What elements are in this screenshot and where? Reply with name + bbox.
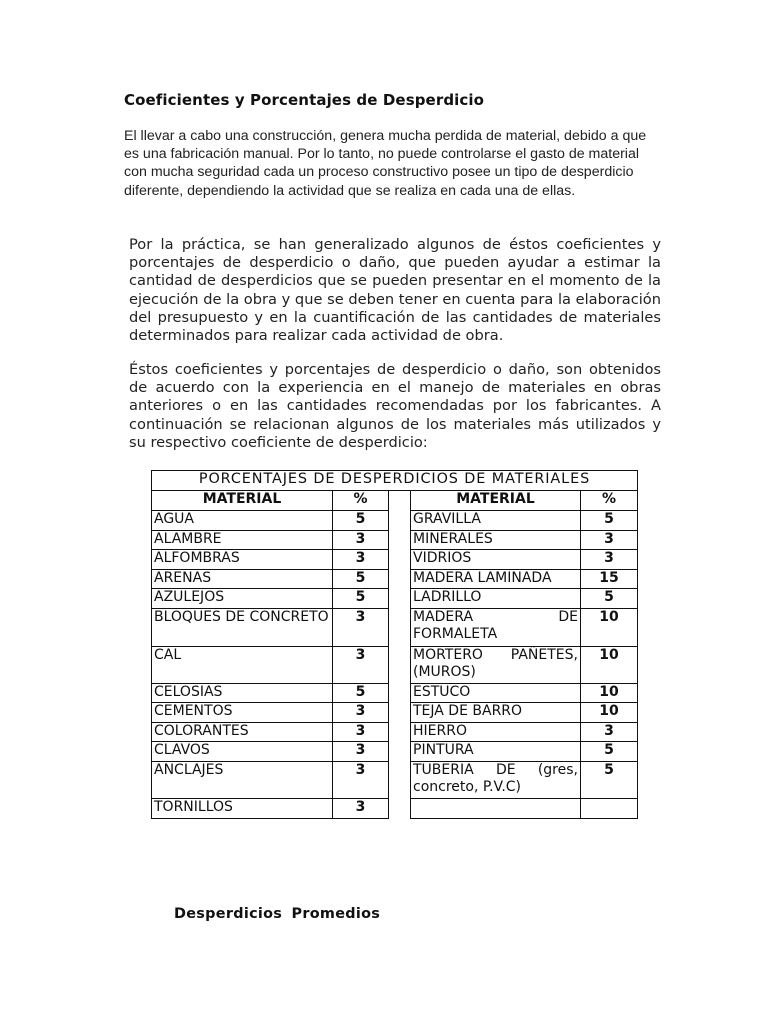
material-cell: COLORANTES xyxy=(152,722,333,742)
column-gap xyxy=(389,722,411,742)
material-cell: CELOSIAS xyxy=(152,683,333,703)
percent-cell: 3 xyxy=(333,550,389,570)
percent-cell: 3 xyxy=(333,722,389,742)
percent-cell: 5 xyxy=(333,683,389,703)
material-cell: TEJA DE BARRO xyxy=(411,703,581,723)
table-row xyxy=(152,511,638,531)
percent-cell: 3 xyxy=(333,798,389,818)
table-row xyxy=(152,530,638,550)
page-title: Coeficientes y Porcentajes de Desperdicio xyxy=(124,91,485,109)
intro-paragraph: El llevar a cabo una construcción, genera mucha perdida de material, debido a que es una fabricación manual. Por lo tanto, no puede controlarse el gasto de material con mucha seguridad cada un proceso constructivo posee un tipo de desperdicio diferente, dependiendo la actividad que se realiza en cada una de ellas. xyxy=(124,128,647,199)
percent-cell: 10 xyxy=(581,703,638,723)
column-gap xyxy=(389,646,411,683)
percent-cell: 15 xyxy=(581,569,638,589)
table-row xyxy=(152,703,638,723)
percent-cell: 3 xyxy=(333,646,389,683)
column-gap xyxy=(389,569,411,589)
material-cell: AGUA xyxy=(152,511,333,531)
column-gap xyxy=(389,703,411,723)
percent-cell: 3 xyxy=(333,608,389,646)
percent-cell: 5 xyxy=(581,511,638,531)
material-cell: MINERALES xyxy=(411,530,581,550)
material-cell: AZULEJOS xyxy=(152,589,333,609)
column-gap xyxy=(389,550,411,570)
column-gap xyxy=(389,511,411,531)
table-row xyxy=(152,761,638,798)
material-cell: MADERA LAMINADA xyxy=(411,569,581,589)
percent-cell: 3 xyxy=(333,703,389,723)
column-gap xyxy=(389,683,411,703)
material-cell: GRAVILLA xyxy=(411,511,581,531)
table-row xyxy=(152,722,638,742)
percent-cell: 5 xyxy=(333,511,389,531)
table-row xyxy=(152,683,638,703)
percent-cell: 3 xyxy=(333,742,389,762)
material-cell: ALFOMBRAS xyxy=(152,550,333,570)
material-cell: VIDRIOS xyxy=(411,550,581,570)
percent-cell: 3 xyxy=(581,530,638,550)
column-header-percent: % xyxy=(333,491,389,511)
column-gap xyxy=(389,530,411,550)
material-cell: BLOQUES DE CONCRETO xyxy=(152,608,333,646)
material-cell: CEMENTOS xyxy=(152,703,333,723)
column-gap xyxy=(389,608,411,646)
column-gap xyxy=(389,742,411,762)
percent-cell: 5 xyxy=(581,761,638,798)
material-cell: PINTURA xyxy=(411,742,581,762)
material-cell: CAL xyxy=(152,646,333,683)
table-row xyxy=(152,798,638,818)
material-cell: ESTUCO xyxy=(411,683,581,703)
table-row xyxy=(152,742,638,762)
table-row xyxy=(152,569,638,589)
table-title: PORCENTAJES DE DESPERDICIOS DE MATERIALES xyxy=(152,471,638,491)
table-row xyxy=(152,646,638,683)
column-gap xyxy=(389,761,411,798)
percent-cell: 5 xyxy=(333,569,389,589)
material-cell: CLAVOS xyxy=(152,742,333,762)
percent-cell xyxy=(581,798,638,818)
percent-cell: 3 xyxy=(333,530,389,550)
material-cell: ALAMBRE xyxy=(152,530,333,550)
percent-cell: 5 xyxy=(581,742,638,762)
column-header-material: MATERIAL xyxy=(411,491,581,511)
material-cell: MADERA DE FORMALETA xyxy=(411,608,581,646)
material-cell: TUBERIA DE (gres, concreto, P.V.C) xyxy=(411,761,581,798)
column-gap xyxy=(389,491,411,511)
percent-cell: 3 xyxy=(581,722,638,742)
percent-cell: 10 xyxy=(581,683,638,703)
material-cell: LADRILLO xyxy=(411,589,581,609)
material-cell xyxy=(411,798,581,818)
column-header-material: MATERIAL xyxy=(152,491,333,511)
percent-cell: 3 xyxy=(581,550,638,570)
percent-cell: 5 xyxy=(581,589,638,609)
waste-percentages-table xyxy=(151,470,638,819)
table-row xyxy=(152,550,638,570)
material-cell: HIERRO xyxy=(411,722,581,742)
percent-cell: 5 xyxy=(333,589,389,609)
percent-cell: 10 xyxy=(581,646,638,683)
table-row xyxy=(152,589,638,609)
material-cell: TORNILLOS xyxy=(152,798,333,818)
material-cell: MORTERO PAÑETES, (MUROS) xyxy=(411,646,581,683)
material-cell: ANCLAJES xyxy=(152,761,333,798)
material-cell: ARENAS xyxy=(152,569,333,589)
column-header-percent: % xyxy=(581,491,638,511)
column-gap xyxy=(389,798,411,818)
section-heading: Desperdicios Promedios xyxy=(174,906,381,922)
practice-paragraph: Por la práctica, se han generalizado algunos de éstos coeficientes y porcentajes de desperdicio o daño, que pueden ayudar a estimar la cantidad de desperdicios que se pueden presentar en el momento de la ejecución de la obra y que se deben tener en cuenta para la elaboración del presupuesto y en la cuantificación de las cantidades de materiales determinados para realizar cada actividad de obra. xyxy=(129,236,661,345)
experience-paragraph: Éstos coeficientes y porcentajes de desperdicio o daño, son obtenidos de acuerdo con la experiencia en el manejo de materiales en obras anteriores o en las cantidades recomendadas por los fabricantes. A continuación se relacionan algunos de los materiales más utilizados y su respectivo coeficiente de desperdicio: xyxy=(129,361,661,451)
column-gap xyxy=(389,589,411,609)
percent-cell: 3 xyxy=(333,761,389,798)
percent-cell: 10 xyxy=(581,608,638,646)
table-row xyxy=(152,608,638,646)
